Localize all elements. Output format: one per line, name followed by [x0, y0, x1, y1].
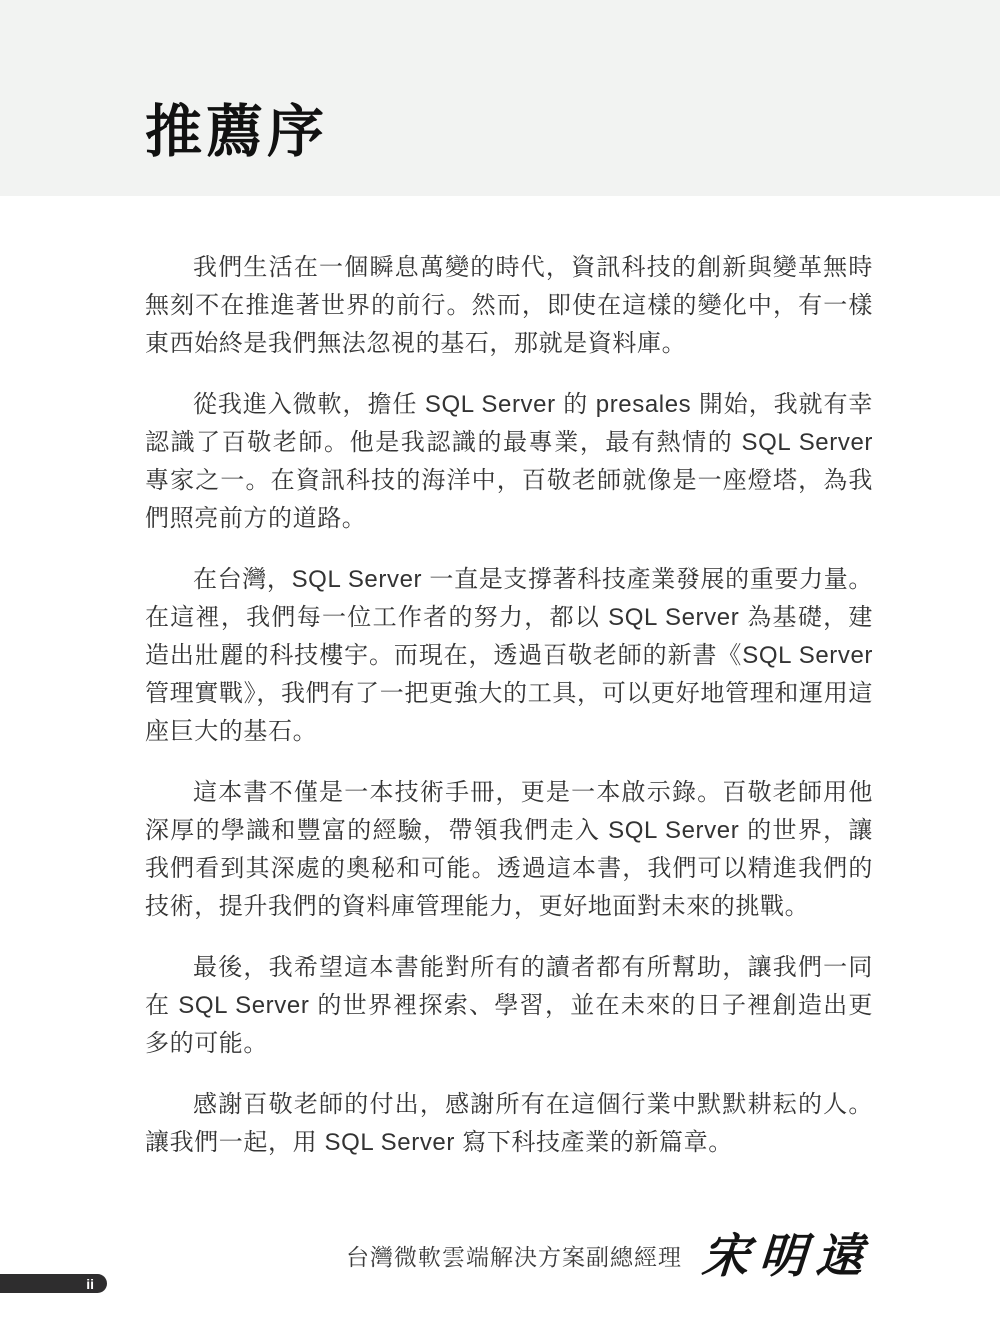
page-number-badge [0, 1274, 107, 1293]
paragraph: 從我進入微軟，擔任 SQL Server 的 presales 開始，我就有幸認識了百敬老師。他是我認識的最專業，最有熱情的 SQL Server 專家之一。在資訊科技的海洋中，百敬老師就像是一座燈塔，為我們照亮前方的道路。 [145, 391, 873, 532]
signer-handwritten-name: 宋明遠 [700, 1229, 875, 1284]
signature-block [145, 1229, 875, 1284]
paragraph: 我們生活在一個瞬息萬變的時代，資訊科技的創新與變革無時無刻不在推進著世界的前行。然而，即使在這樣的變化中，有一樣東西始終是我們無法忽視的基石，那就是資料庫。 [145, 254, 873, 357]
paragraph: 這本書不僅是一本技術手冊，更是一本啟示錄。百敬老師用他深厚的學識和豐富的經驗，帶領我們走入 SQL Server 的世界，讓我們看到其深處的奧秘和可能。透過這本書，我們可以精進我們的技術，提升我們的資料庫管理能力，更好地面對未來的挑戰。 [145, 779, 873, 920]
signer-job-title: 台灣微軟雲端解決方案副總經理 [346, 1244, 682, 1270]
chapter-header-band [0, 0, 1000, 196]
page-title: 推薦序 [145, 100, 328, 164]
paragraph: 感謝百敬老師的付出，感謝所有在這個行業中默默耕耘的人。讓我們一起，用 SQL Server 寫下科技產業的新篇章。 [145, 1091, 873, 1156]
paragraph: 在台灣，SQL Server 一直是支撐著科技產業發展的重要力量。在這裡，我們每一位工作者的努力，都以 SQL Server 為基礎，建造出壯麗的科技樓宇。而現在，透過百敬老師的新書《SQL Server 管理實戰》，我們有了一把更強大的工具，可以更好地管理和運用這座巨大的基石。 [145, 566, 873, 745]
page-number: ii [86, 1275, 94, 1292]
preface-body [145, 249, 875, 1284]
paragraph: 最後，我希望這本書能對所有的讀者都有所幫助，讓我們一同在 SQL Server 的世界裡探索、學習，並在未來的日子裡創造出更多的可能。 [145, 954, 873, 1057]
